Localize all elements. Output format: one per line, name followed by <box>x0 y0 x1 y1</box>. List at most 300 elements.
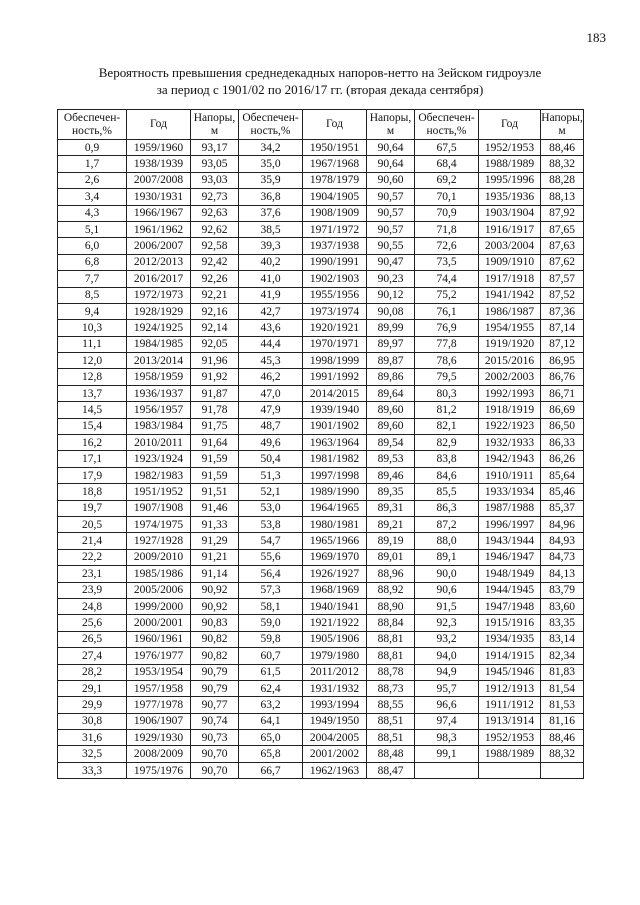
cell-probability-1: 1,7 <box>58 156 127 172</box>
cell-head-2: 88,90 <box>367 598 415 614</box>
cell-probability-3: 94,0 <box>415 648 479 664</box>
cell-probability-3: 76,9 <box>415 320 479 336</box>
cell-probability-1: 29,1 <box>58 680 127 696</box>
cell-probability-2: 39,3 <box>239 238 303 254</box>
cell-head-3: 84,93 <box>541 533 584 549</box>
page-number: 183 <box>586 30 606 45</box>
table-row <box>58 680 584 696</box>
cell-head-1: 92,62 <box>191 221 239 237</box>
table-row <box>58 402 584 418</box>
cell-year-1: 1930/1931 <box>127 189 191 205</box>
cell-year-3: 1919/1920 <box>479 336 541 352</box>
cell-probability-2: 41,0 <box>239 271 303 287</box>
cell-head-2: 90,12 <box>367 287 415 303</box>
cell-probability-3: 90,0 <box>415 566 479 582</box>
table-row <box>58 238 584 254</box>
cell-year-1: 1999/2000 <box>127 598 191 614</box>
cell-head-1: 90,70 <box>191 762 239 778</box>
cell-year-3: 1941/1942 <box>479 287 541 303</box>
cell-head-2: 88,81 <box>367 648 415 664</box>
cell-probability-2: 58,1 <box>239 598 303 614</box>
cell-head-3: 81,53 <box>541 697 584 713</box>
cell-probability-1: 23,9 <box>58 582 127 598</box>
title-line-2: за период с 1901/02 по 2016/17 гг. (вторая декада сентября) <box>156 82 484 97</box>
cell-probability-3: 70,9 <box>415 205 479 221</box>
cell-year-2: 1949/1950 <box>303 713 367 729</box>
cell-head-2: 89,19 <box>367 533 415 549</box>
table-row <box>58 697 584 713</box>
cell-probability-2: 43,6 <box>239 320 303 336</box>
cell-head-1: 93,03 <box>191 172 239 188</box>
cell-probability-1: 29,9 <box>58 697 127 713</box>
cell-head-2: 89,31 <box>367 500 415 516</box>
cell-year-2: 1990/1991 <box>303 254 367 270</box>
cell-head-1: 91,33 <box>191 516 239 532</box>
table-row <box>58 549 584 565</box>
cell-year-3: 1945/1946 <box>479 664 541 680</box>
cell-probability-3: 76,1 <box>415 303 479 319</box>
cell-probability-1: 10,3 <box>58 320 127 336</box>
cell-probability-2: 54,7 <box>239 533 303 549</box>
cell-year-1: 1960/1961 <box>127 631 191 647</box>
cell-year-3: 1915/1916 <box>479 615 541 631</box>
cell-year-2: 1937/1938 <box>303 238 367 254</box>
cell-head-3: 86,50 <box>541 418 584 434</box>
cell-year-3: 1922/1923 <box>479 418 541 434</box>
cell-probability-1: 9,4 <box>58 303 127 319</box>
cell-head-1: 92,26 <box>191 271 239 287</box>
cell-year-2: 1955/1956 <box>303 287 367 303</box>
table-row <box>58 516 584 532</box>
table-body <box>58 140 584 779</box>
cell-head-2: 90,60 <box>367 172 415 188</box>
cell-year-1: 2005/2006 <box>127 582 191 598</box>
cell-probability-2: 35,9 <box>239 172 303 188</box>
cell-head-2: 88,51 <box>367 730 415 746</box>
cell-probability-2: 51,3 <box>239 467 303 483</box>
cell-probability-1: 18,8 <box>58 484 127 500</box>
cell-probability-2: 49,6 <box>239 435 303 451</box>
cell-head-3: 86,26 <box>541 451 584 467</box>
table-row <box>58 648 584 664</box>
cell-probability-2: 59,8 <box>239 631 303 647</box>
cell-year-1: 1953/1954 <box>127 664 191 680</box>
table-row <box>58 254 584 270</box>
cell-year-2: 2001/2002 <box>303 746 367 762</box>
cell-year-3: 1917/1918 <box>479 271 541 287</box>
cell-head-1: 91,75 <box>191 418 239 434</box>
cell-year-3: 1943/1944 <box>479 533 541 549</box>
cell-head-2: 88,81 <box>367 631 415 647</box>
cell-probability-3: 87,2 <box>415 516 479 532</box>
cell-probability-1: 13,7 <box>58 385 127 401</box>
cell-head-3: 86,95 <box>541 353 584 369</box>
cell-head-3: 83,14 <box>541 631 584 647</box>
table-row <box>58 271 584 287</box>
cell-year-3: 1995/1996 <box>479 172 541 188</box>
cell-probability-2: 65,0 <box>239 730 303 746</box>
cell-head-1: 91,14 <box>191 566 239 582</box>
cell-year-3: 2002/2003 <box>479 369 541 385</box>
cell-probability-3: 69,2 <box>415 172 479 188</box>
cell-probability-3: 67,5 <box>415 140 479 156</box>
cell-head-2: 88,55 <box>367 697 415 713</box>
cell-year-3: 1932/1933 <box>479 435 541 451</box>
cell-head-1: 91,21 <box>191 549 239 565</box>
cell-year-2: 1902/1903 <box>303 271 367 287</box>
cell-head-1: 93,17 <box>191 140 239 156</box>
cell-probability-3: 99,1 <box>415 746 479 762</box>
cell-year-2: 1970/1971 <box>303 336 367 352</box>
cell-probability-1: 4,3 <box>58 205 127 221</box>
cell-head-3: 85,46 <box>541 484 584 500</box>
cell-probability-2: 35,0 <box>239 156 303 172</box>
cell-head-2: 89,86 <box>367 369 415 385</box>
table-row <box>58 156 584 172</box>
cell-head-3: 83,60 <box>541 598 584 614</box>
cell-probability-1: 6,8 <box>58 254 127 270</box>
cell-year-3: 1996/1997 <box>479 516 541 532</box>
cell-probability-1: 23,1 <box>58 566 127 582</box>
cell-year-1: 2013/2014 <box>127 353 191 369</box>
table-row <box>58 566 584 582</box>
cell-head-2: 90,57 <box>367 189 415 205</box>
cell-head-1: 90,70 <box>191 746 239 762</box>
cell-head-3: 85,64 <box>541 467 584 483</box>
header-head-2: Напоры, м <box>367 110 415 140</box>
cell-head-2: 89,60 <box>367 418 415 434</box>
cell-year-2: 1969/1970 <box>303 549 367 565</box>
cell-probability-3: 75,2 <box>415 287 479 303</box>
cell-probability-2: 65,8 <box>239 746 303 762</box>
cell-head-1: 92,73 <box>191 189 239 205</box>
cell-probability-1: 33,3 <box>58 762 127 778</box>
cell-probability-2: 57,3 <box>239 582 303 598</box>
table-row <box>58 336 584 352</box>
cell-probability-3: 85,5 <box>415 484 479 500</box>
table-row <box>58 500 584 516</box>
cell-year-2: 1939/1940 <box>303 402 367 418</box>
cell-year-2: 1981/1982 <box>303 451 367 467</box>
cell-head-2: 89,64 <box>367 385 415 401</box>
cell-probability-1: 26,5 <box>58 631 127 647</box>
cell-year-3: 1911/1912 <box>479 697 541 713</box>
cell-head-3: 84,73 <box>541 549 584 565</box>
cell-year-2: 1998/1999 <box>303 353 367 369</box>
cell-year-2: 1908/1909 <box>303 205 367 221</box>
cell-year-3: 2015/2016 <box>479 353 541 369</box>
cell-probability-3: 70,1 <box>415 189 479 205</box>
cell-probability-3: 74,4 <box>415 271 479 287</box>
cell-year-3 <box>479 762 541 778</box>
cell-head-2: 88,84 <box>367 615 415 631</box>
cell-probability-2: 66,7 <box>239 762 303 778</box>
cell-probability-2: 61,5 <box>239 664 303 680</box>
header-year-3: Год <box>479 110 541 140</box>
table-row <box>58 631 584 647</box>
header-head-1: Напоры, м <box>191 110 239 140</box>
cell-head-1: 90,73 <box>191 730 239 746</box>
table-row <box>58 664 584 680</box>
cell-head-3: 88,13 <box>541 189 584 205</box>
cell-head-3: 86,76 <box>541 369 584 385</box>
cell-head-2: 88,92 <box>367 582 415 598</box>
table-row <box>58 353 584 369</box>
cell-head-3: 86,33 <box>541 435 584 451</box>
cell-head-2: 90,55 <box>367 238 415 254</box>
cell-head-1: 91,51 <box>191 484 239 500</box>
cell-year-2: 2004/2005 <box>303 730 367 746</box>
cell-year-2: 1920/1921 <box>303 320 367 336</box>
cell-head-2: 89,54 <box>367 435 415 451</box>
cell-year-1: 2012/2013 <box>127 254 191 270</box>
cell-head-1: 91,96 <box>191 353 239 369</box>
cell-year-3: 1910/1911 <box>479 467 541 483</box>
cell-year-3: 1954/1955 <box>479 320 541 336</box>
table-row <box>58 287 584 303</box>
cell-year-2: 1904/1905 <box>303 189 367 205</box>
cell-year-3: 1914/1915 <box>479 648 541 664</box>
cell-head-3: 88,46 <box>541 730 584 746</box>
cell-year-2: 1967/1968 <box>303 156 367 172</box>
cell-head-2: 88,96 <box>367 566 415 582</box>
cell-head-1: 90,82 <box>191 648 239 664</box>
cell-probability-2: 38,5 <box>239 221 303 237</box>
cell-probability-2: 53,0 <box>239 500 303 516</box>
cell-head-1: 92,58 <box>191 238 239 254</box>
cell-probability-1: 17,9 <box>58 467 127 483</box>
cell-head-1: 92,42 <box>191 254 239 270</box>
cell-probability-2: 60,7 <box>239 648 303 664</box>
cell-probability-2: 52,1 <box>239 484 303 500</box>
cell-year-1: 1957/1958 <box>127 680 191 696</box>
cell-head-2: 89,35 <box>367 484 415 500</box>
table-row <box>58 369 584 385</box>
cell-year-1: 2000/2001 <box>127 615 191 631</box>
document-title <box>0 64 640 98</box>
cell-head-2: 89,21 <box>367 516 415 532</box>
cell-head-3: 88,46 <box>541 140 584 156</box>
cell-probability-3: 86,3 <box>415 500 479 516</box>
header-year-1: Год <box>127 110 191 140</box>
cell-probability-2: 40,2 <box>239 254 303 270</box>
cell-probability-3: 89,1 <box>415 549 479 565</box>
cell-probability-1: 6,0 <box>58 238 127 254</box>
cell-year-1: 1928/1929 <box>127 303 191 319</box>
cell-year-1: 2009/2010 <box>127 549 191 565</box>
cell-year-3: 1935/1936 <box>479 189 541 205</box>
cell-year-2: 1993/1994 <box>303 697 367 713</box>
cell-head-1: 91,64 <box>191 435 239 451</box>
cell-year-3: 1944/1945 <box>479 582 541 598</box>
table-row <box>58 730 584 746</box>
cell-head-3: 87,65 <box>541 221 584 237</box>
cell-probability-2: 56,4 <box>239 566 303 582</box>
cell-year-1: 1959/1960 <box>127 140 191 156</box>
header-probability-3: Обеспечен-ность,% <box>415 110 479 140</box>
cell-head-2: 90,47 <box>367 254 415 270</box>
cell-head-1: 92,14 <box>191 320 239 336</box>
cell-year-3: 1909/1910 <box>479 254 541 270</box>
header-probability-1: Обеспечен-ность,% <box>58 110 127 140</box>
cell-head-3: 81,54 <box>541 680 584 696</box>
cell-probability-1: 12,8 <box>58 369 127 385</box>
cell-year-3: 2003/2004 <box>479 238 541 254</box>
table-row <box>58 615 584 631</box>
cell-head-1: 90,83 <box>191 615 239 631</box>
cell-head-1: 92,21 <box>191 287 239 303</box>
cell-year-1: 1974/1975 <box>127 516 191 532</box>
cell-head-2: 90,57 <box>367 205 415 221</box>
cell-probability-1: 8,5 <box>58 287 127 303</box>
table-row <box>58 598 584 614</box>
cell-year-2: 1979/1980 <box>303 648 367 664</box>
cell-year-1: 1929/1930 <box>127 730 191 746</box>
cell-head-3: 87,52 <box>541 287 584 303</box>
cell-probability-3: 79,5 <box>415 369 479 385</box>
cell-probability-1: 5,1 <box>58 221 127 237</box>
cell-year-3: 1933/1934 <box>479 484 541 500</box>
cell-head-3 <box>541 762 584 778</box>
cell-year-2: 1989/1990 <box>303 484 367 500</box>
cell-probability-3: 91,5 <box>415 598 479 614</box>
cell-head-3: 83,79 <box>541 582 584 598</box>
cell-head-1: 92,05 <box>191 336 239 352</box>
cell-year-3: 1947/1948 <box>479 598 541 614</box>
cell-probability-1: 0,9 <box>58 140 127 156</box>
cell-year-1: 1951/1952 <box>127 484 191 500</box>
cell-year-2: 2014/2015 <box>303 385 367 401</box>
cell-probability-1: 30,8 <box>58 713 127 729</box>
cell-year-1: 1975/1976 <box>127 762 191 778</box>
cell-year-1: 1983/1984 <box>127 418 191 434</box>
cell-head-3: 86,71 <box>541 385 584 401</box>
cell-probability-2: 55,6 <box>239 549 303 565</box>
cell-probability-1: 27,4 <box>58 648 127 664</box>
cell-probability-2: 48,7 <box>239 418 303 434</box>
cell-probability-2: 45,3 <box>239 353 303 369</box>
table-row <box>58 320 584 336</box>
cell-year-1: 1907/1908 <box>127 500 191 516</box>
table-row <box>58 451 584 467</box>
cell-year-1: 2016/2017 <box>127 271 191 287</box>
cell-year-1: 2008/2009 <box>127 746 191 762</box>
cell-probability-1: 21,4 <box>58 533 127 549</box>
cell-head-3: 88,32 <box>541 156 584 172</box>
cell-head-3: 87,14 <box>541 320 584 336</box>
cell-probability-3: 98,3 <box>415 730 479 746</box>
table-row <box>58 205 584 221</box>
cell-year-1: 1966/1967 <box>127 205 191 221</box>
cell-head-1: 91,87 <box>191 385 239 401</box>
cell-probability-2: 36,8 <box>239 189 303 205</box>
cell-year-2: 1963/1964 <box>303 435 367 451</box>
cell-head-3: 87,12 <box>541 336 584 352</box>
cell-year-2: 1901/1902 <box>303 418 367 434</box>
cell-probability-1: 19,7 <box>58 500 127 516</box>
cell-probability-3: 94,9 <box>415 664 479 680</box>
cell-year-1: 1961/1962 <box>127 221 191 237</box>
cell-head-3: 88,28 <box>541 172 584 188</box>
cell-head-3: 87,92 <box>541 205 584 221</box>
cell-head-2: 90,23 <box>367 271 415 287</box>
cell-probability-3: 82,9 <box>415 435 479 451</box>
cell-year-2: 1980/1981 <box>303 516 367 532</box>
cell-year-1: 2007/2008 <box>127 172 191 188</box>
cell-probability-3: 97,4 <box>415 713 479 729</box>
cell-year-1: 2010/2011 <box>127 435 191 451</box>
cell-head-3: 87,36 <box>541 303 584 319</box>
cell-year-2: 1997/1998 <box>303 467 367 483</box>
cell-head-2: 88,48 <box>367 746 415 762</box>
cell-head-3: 87,57 <box>541 271 584 287</box>
header-year-2: Год <box>303 110 367 140</box>
cell-head-1: 91,59 <box>191 467 239 483</box>
cell-year-2: 1965/1966 <box>303 533 367 549</box>
cell-head-3: 87,62 <box>541 254 584 270</box>
table-row <box>58 189 584 205</box>
cell-year-3: 1903/1904 <box>479 205 541 221</box>
cell-probability-2: 64,1 <box>239 713 303 729</box>
cell-probability-3: 92,3 <box>415 615 479 631</box>
cell-head-1: 92,63 <box>191 205 239 221</box>
cell-head-2: 88,73 <box>367 680 415 696</box>
cell-probability-3: 93,2 <box>415 631 479 647</box>
cell-head-2: 90,64 <box>367 140 415 156</box>
cell-head-1: 90,82 <box>191 631 239 647</box>
cell-year-1: 1923/1924 <box>127 451 191 467</box>
cell-probability-3: 80,3 <box>415 385 479 401</box>
cell-year-1: 1984/1985 <box>127 336 191 352</box>
table-row <box>58 172 584 188</box>
cell-year-1: 1936/1937 <box>127 385 191 401</box>
cell-year-1: 1938/1939 <box>127 156 191 172</box>
table-row <box>58 533 584 549</box>
cell-head-3: 81,16 <box>541 713 584 729</box>
cell-probability-2: 42,7 <box>239 303 303 319</box>
cell-head-1: 90,79 <box>191 664 239 680</box>
cell-probability-1: 11,1 <box>58 336 127 352</box>
header-head-3: Напоры, м <box>541 110 584 140</box>
cell-head-3: 82,34 <box>541 648 584 664</box>
cell-probability-1: 7,7 <box>58 271 127 287</box>
cell-year-3: 1988/1989 <box>479 156 541 172</box>
cell-year-3: 1946/1947 <box>479 549 541 565</box>
cell-year-2: 1973/1974 <box>303 303 367 319</box>
cell-probability-1: 20,5 <box>58 516 127 532</box>
title-line-1: Вероятность превышения среднедекадных напоров-нетто на Зейском гидроузле <box>98 65 542 80</box>
cell-head-3: 87,63 <box>541 238 584 254</box>
cell-probability-2: 53,8 <box>239 516 303 532</box>
cell-head-1: 90,92 <box>191 598 239 614</box>
header-probability-2: Обеспечен-ность,% <box>239 110 303 140</box>
cell-head-2: 89,01 <box>367 549 415 565</box>
cell-head-1: 91,92 <box>191 369 239 385</box>
cell-probability-1: 16,2 <box>58 435 127 451</box>
cell-probability-2: 59,0 <box>239 615 303 631</box>
cell-probability-1: 25,6 <box>58 615 127 631</box>
cell-year-3: 1948/1949 <box>479 566 541 582</box>
cell-head-2: 89,46 <box>367 467 415 483</box>
cell-year-3: 1912/1913 <box>479 680 541 696</box>
cell-year-2: 1950/1951 <box>303 140 367 156</box>
table-row <box>58 140 584 156</box>
cell-probability-2: 46,2 <box>239 369 303 385</box>
cell-probability-3: 72,6 <box>415 238 479 254</box>
cell-probability-3: 82,1 <box>415 418 479 434</box>
cell-year-1: 1924/1925 <box>127 320 191 336</box>
cell-year-3: 1913/1914 <box>479 713 541 729</box>
